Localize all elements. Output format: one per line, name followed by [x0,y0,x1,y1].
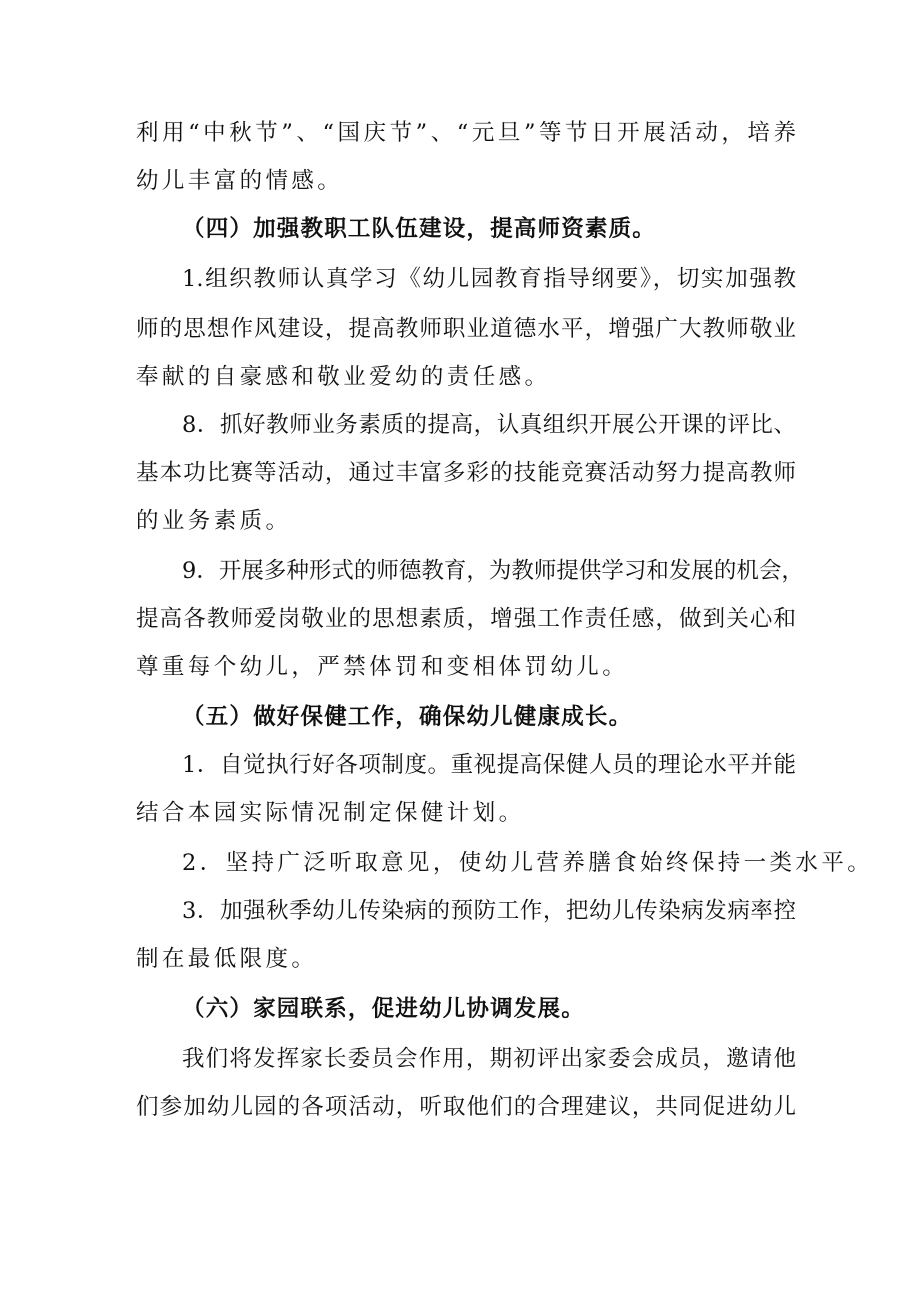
section-heading-4: （四）加强教职工队伍建设，提高师资素质。 [182,216,657,242]
paragraph-line: 1.组织教师认真学习《幼儿园教育指导纲要》，切实加强教 [182,266,796,292]
paragraph-line: 3．加强秋季幼儿传染病的预防工作，把幼儿传染病发病率控 [182,898,796,924]
paragraph-line: 9．开展多种形式的师德教育，为教师提供学习和发展的机会， [182,558,804,584]
paragraph-line: 师的思想作风建设，提高教师职业道德水平，增强广大教师敬业 [136,316,796,342]
paragraph-line: 尊重每个幼儿，严禁体罚和变相体罚幼儿。 [136,654,629,680]
paragraph-line: 奉献的自豪感和敬业爱幼的责任感。 [136,364,551,390]
section-heading-5: （五）做好保健工作，确保幼儿健康成长。 [182,704,633,730]
paragraph-line: 提高各教师爱岗敬业的思想素质，增强工作责任感，做到关心和 [136,606,796,632]
paragraph-line: 2．坚持广泛听取意见，使幼儿营养膳食始终保持一类水平。 [182,850,874,876]
paragraph-line: 1．自觉执行好各项制度。重视提高保健人员的理论水平并能 [182,752,796,778]
paragraph-line: 幼儿丰富的情感。 [136,168,344,194]
paragraph-line: 的业务素质。 [136,508,292,534]
paragraph-line: 8．抓好教师业务素质的提高，认真组织开展公开课的评比、 [182,412,796,438]
paragraph-line: 结合本园实际情况制定保健计划。 [136,800,525,826]
paragraph-line: 利用“中秋节”、“国庆节”、“元旦”等节日开展活动，培养 [136,120,796,146]
section-heading-6: （六）家园联系，促进幼儿协调发展。 [182,996,585,1022]
paragraph-line: 们参加幼儿园的各项活动，听取他们的合理建议，共同促进幼儿 [136,1094,796,1120]
paragraph-line: 我们将发挥家长委员会作用，期初评出家委会成员，邀请他 [182,1046,796,1072]
paragraph-line: 基本功比赛等活动，通过丰富多彩的技能竞赛活动努力提高教师 [136,460,796,486]
paragraph-line: 制在最低限度。 [136,946,318,972]
